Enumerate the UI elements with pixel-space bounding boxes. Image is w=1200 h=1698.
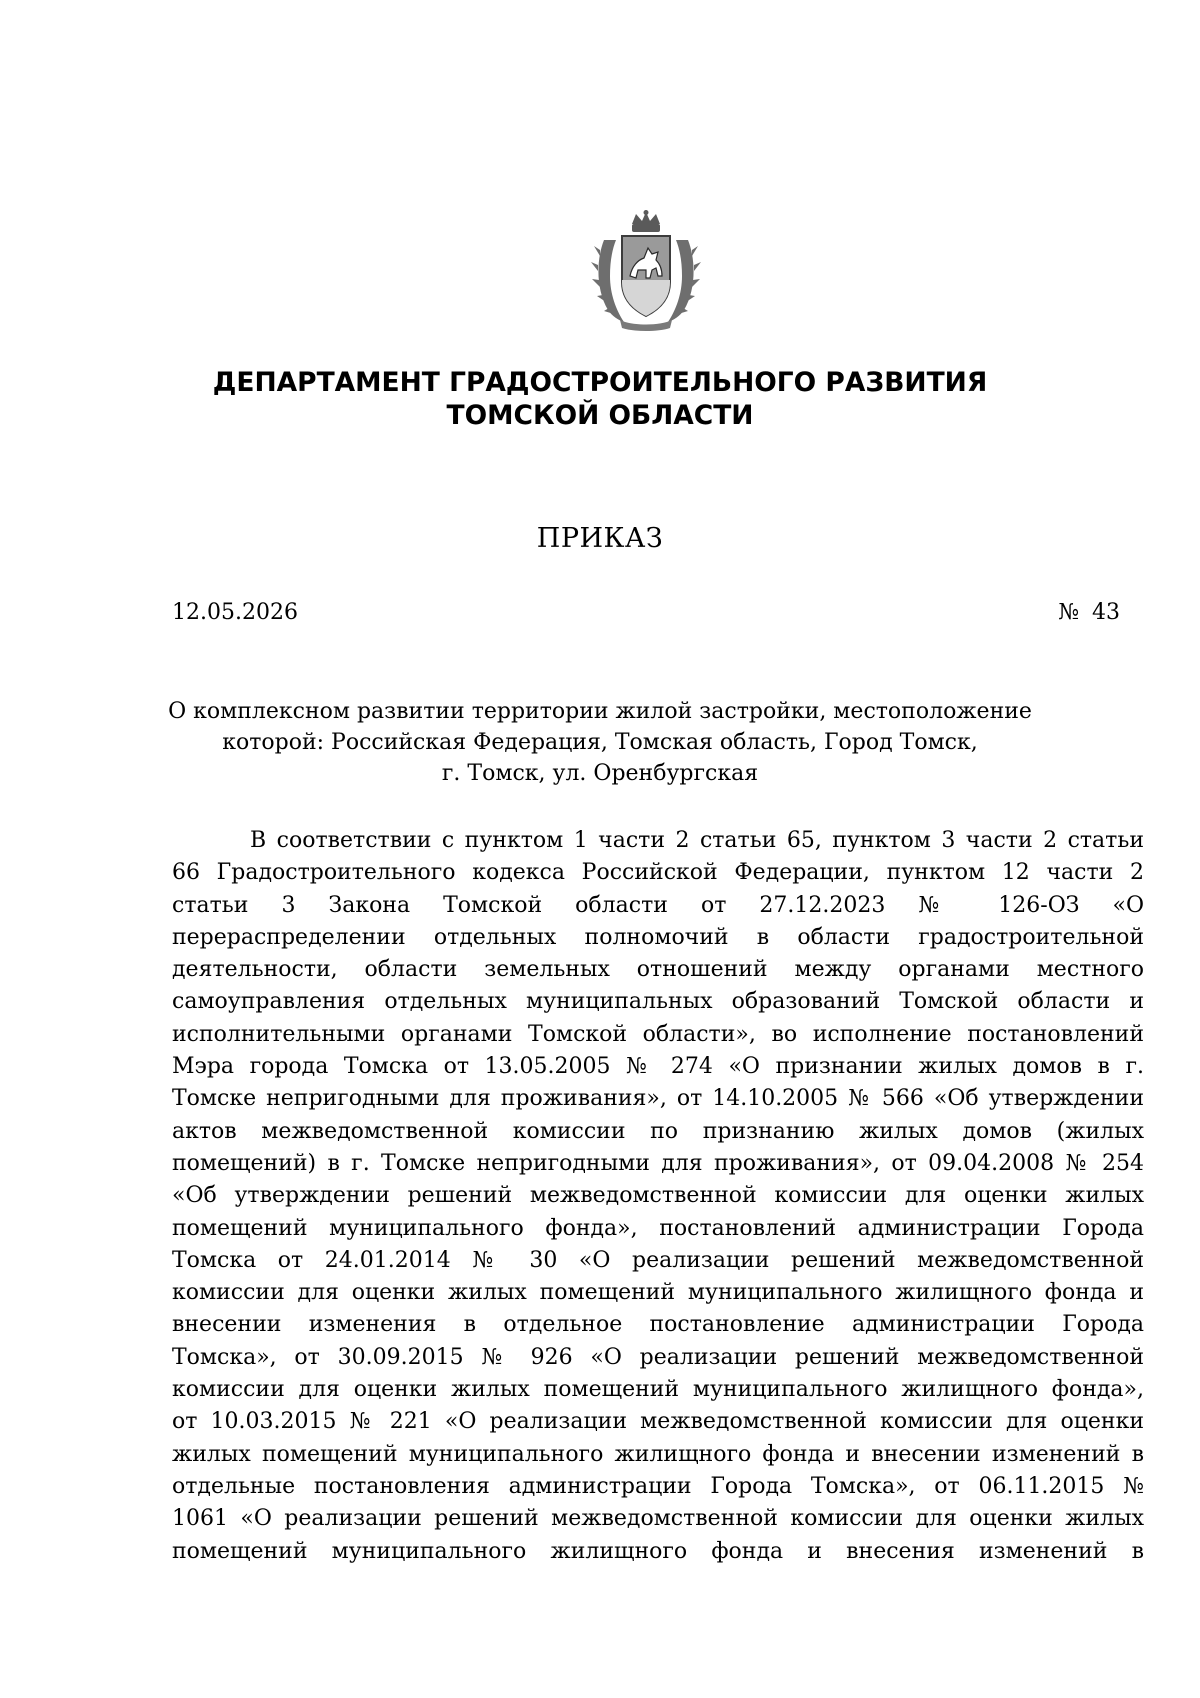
body-line: Томска от 24.01.2014 № 30 «О реализации решений межведомственной xyxy=(172,1247,1144,1273)
body-line: актов межведомственной комиссии по признанию жилых домов (жилых xyxy=(172,1118,1144,1144)
body-line: 1061 «О реализации решений межведомственной комиссии для оценки жилых xyxy=(172,1506,1144,1532)
document-type-title: ПРИКАЗ xyxy=(536,523,664,554)
body-line: В соответствии с пунктом 1 части 2 статьи 65, пунктом 3 части 2 статьи xyxy=(250,828,1144,853)
body-line: комиссии для оценки жилых помещений муниципального жилищного фонда и xyxy=(172,1280,1144,1306)
body-line: комиссии для оценки жилых помещений муниципального жилищного фонда», xyxy=(172,1377,1144,1403)
body-line: статьи 3 Закона Томской области от 27.12.2023 № 126-ОЗ «О xyxy=(172,892,1144,918)
body-line: Томске непригодными для проживания», от 14.10.2005 № 566 «Об утверждении xyxy=(172,1086,1144,1112)
subject-line: г. Томск, ул. Оренбургская xyxy=(441,761,759,786)
department-name-line-2: ТОМСКОЙ ОБЛАСТИ xyxy=(446,400,754,431)
body-line: «Об утверждении решений межведомственной комиссии для оценки жилых xyxy=(172,1183,1144,1209)
order-number: № 43 xyxy=(1058,600,1120,625)
body-line: помещений муниципального фонда», постановлений администрации Города xyxy=(172,1215,1144,1241)
body-line: перераспределении отдельных полномочий в области градостроительной xyxy=(172,924,1144,950)
body-line: Мэра города Томска от 13.05.2005 № 274 «О признании жилых домов в г. xyxy=(172,1054,1144,1080)
body-line: исполнительными органами Томской области», во исполнение постановлений xyxy=(172,1021,1144,1047)
body-paragraph xyxy=(172,825,1144,1568)
body-line: 66 Градостроительного кодекса Российской Федерации, пунктом 12 части 2 xyxy=(172,860,1144,886)
body-line: от 10.03.2015 № 221 «О реализации межведомственной комиссии для оценки xyxy=(172,1409,1144,1435)
body-line: отдельные постановления администрации Города Томска», от 06.11.2015 № xyxy=(172,1473,1144,1499)
department-name-line-1: ДЕПАРТАМЕНТ ГРАДОСТРОИТЕЛЬНОГО РАЗВИТИЯ xyxy=(212,367,988,398)
order-date: 12.05.2026 xyxy=(172,600,298,625)
body-line: жилых помещений муниципального жилищного фонда и внесении изменений в xyxy=(172,1441,1144,1467)
tomsk-oblast-coat-of-arms-icon xyxy=(586,210,706,335)
subject-line: которой: Российская Федерация, Томская область, Город Томск, xyxy=(222,730,978,755)
body-line: помещений муниципального жилищного фонда и внесения изменений в xyxy=(172,1538,1144,1564)
body-line: Томска», от 30.09.2015 № 926 «О реализации решений межведомственной xyxy=(172,1344,1144,1370)
body-line: внесении изменения в отдельное постановление администрации Города xyxy=(172,1312,1144,1338)
body-line: самоуправления отдельных муниципальных образований Томской области и xyxy=(172,989,1144,1015)
body-line: помещений) в г. Томске непригодными для проживания», от 09.04.2008 № 254 xyxy=(172,1150,1144,1176)
subject-line: О комплексном развитии территории жилой застройки, местоположение xyxy=(168,699,1032,724)
body-line: деятельности, области земельных отношений между органами местного xyxy=(172,957,1144,983)
